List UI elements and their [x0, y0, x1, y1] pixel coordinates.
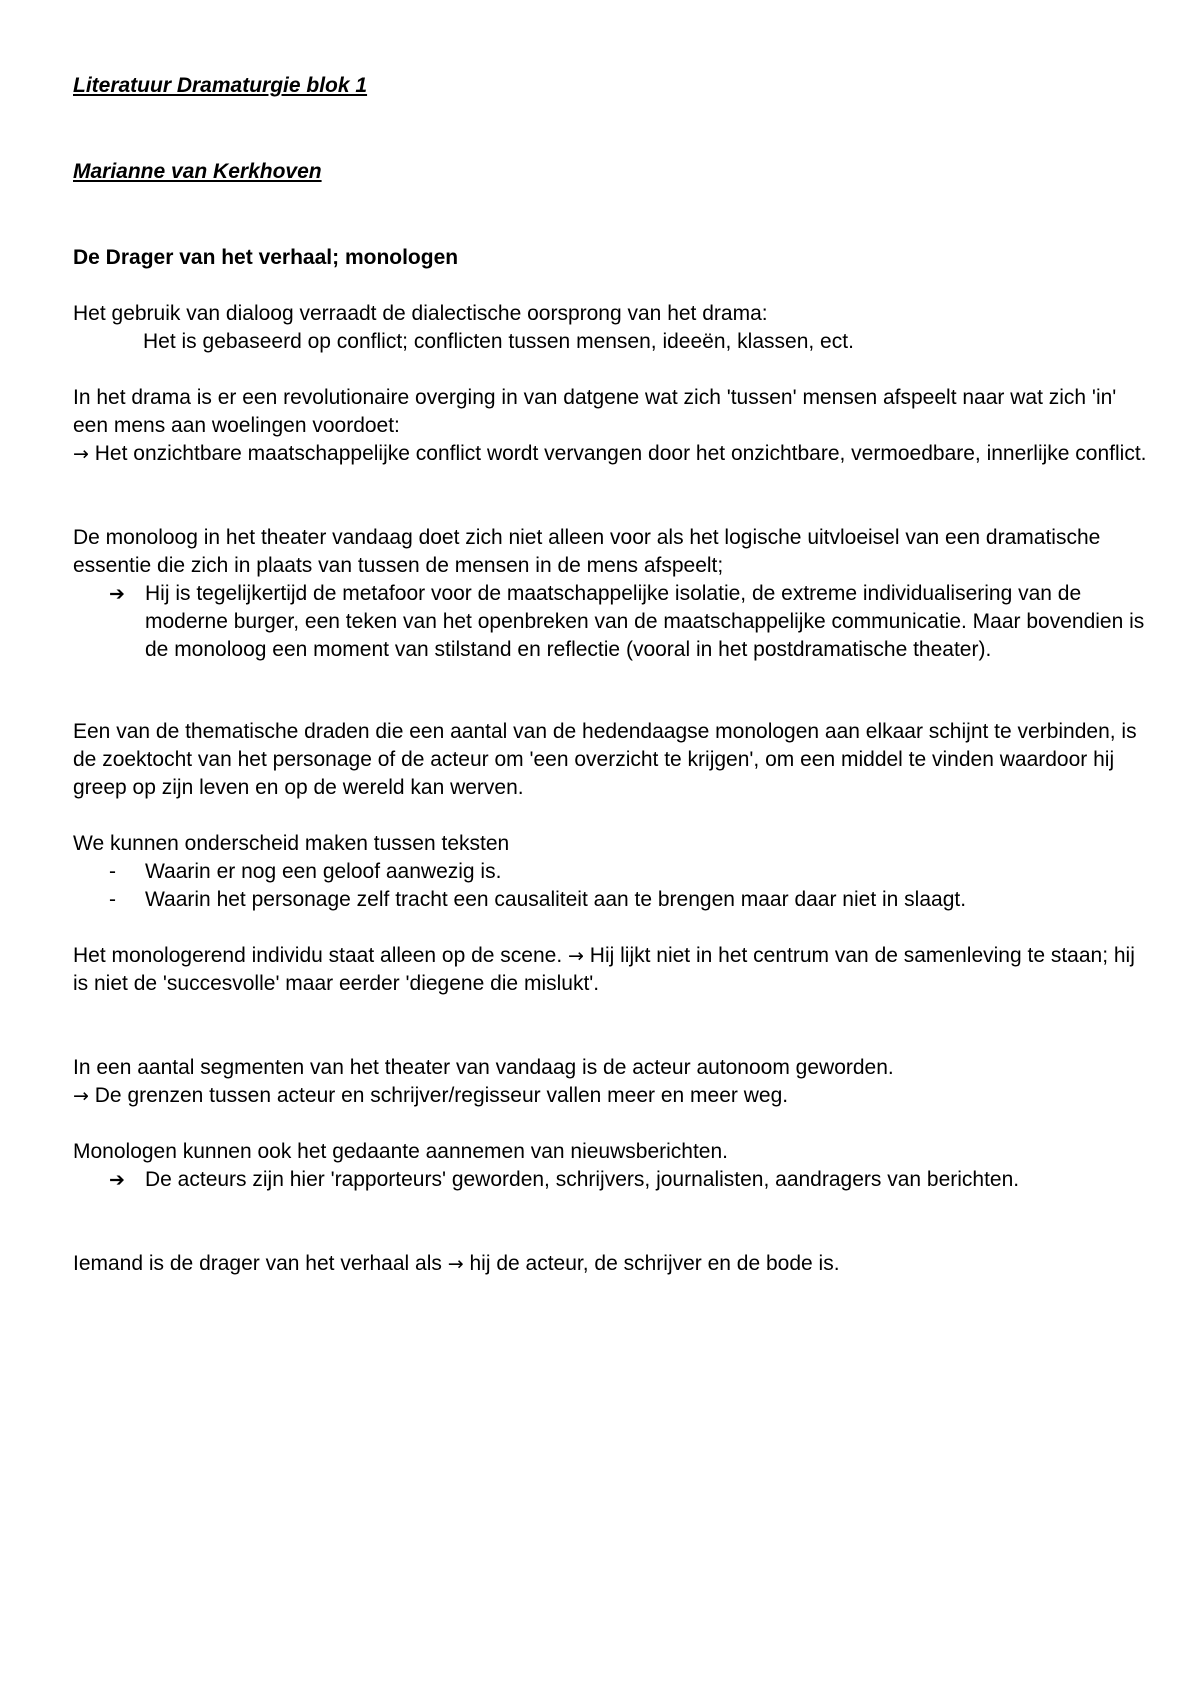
arrow-line	[73, 440, 1153, 468]
paragraph-text: Het gebruik van dialoog verraadt de dialectische oorsprong van het drama:	[73, 302, 768, 325]
arrow-text: Het onzichtbare maatschappelijke conflict wordt vervangen door het onzichtbare, vermoedbare, innerlijke conflict.	[94, 442, 1147, 465]
paragraph-text: We kunnen onderscheid maken tussen teksten	[73, 832, 510, 855]
paragraph-thema	[73, 718, 1153, 802]
paragraph-drager	[73, 1250, 1153, 1278]
dash-marker: -	[109, 888, 116, 911]
paragraph-text: In een aantal segmenten van het theater van vandaag is de acteur autonoom geworden.	[73, 1056, 894, 1079]
dash-marker: -	[109, 860, 116, 883]
arrow-icon: →	[73, 443, 89, 465]
paragraph-nieuwsberichten	[73, 1138, 1153, 1194]
paragraph-text	[73, 942, 1153, 998]
paragraph-text: Een van de thematische draden die een aantal van de hedendaagse monologen aan elkaar schijnt te verbinden, is de zoektocht van het personage of de acteur om 'een overzicht te krijgen', om een middel te vinden waardoor hij greep op zijn leven en op de wereld kan werven.	[73, 720, 1137, 799]
document-title: Literatuur Dramaturgie blok 1	[73, 74, 368, 97]
indented-text: Het is gebaseerd op conflict; conflicten tussen mensen, ideeën, klassen, ect.	[143, 330, 854, 353]
section-heading: De Drager van het verhaal; monologen	[73, 246, 459, 269]
arrow-bullet-icon: ➔	[109, 583, 125, 605]
paragraph-dialogue	[73, 300, 1153, 356]
arrow-text: De grenzen tussen acteur en schrijver/regisseur vallen meer en meer weg.	[94, 1084, 789, 1107]
paragraph-monoloog	[73, 524, 1153, 664]
arrow-line	[73, 1082, 1153, 1110]
list-item-text: Waarin er nog een geloof aanwezig is.	[145, 860, 502, 883]
paragraph-onderscheid	[73, 830, 1153, 914]
paragraph-text: Monologen kunnen ook het gedaante aannemen van nieuwsberichten.	[73, 1140, 728, 1163]
arrow-icon: →	[568, 945, 584, 967]
arrow-icon: →	[73, 1085, 89, 1107]
paragraph-text: In het drama is er een revolutionaire overging in van datgene wat zich 'tussen' mensen afspeelt naar wat zich 'in' een mens aan woelingen voordoet:	[73, 386, 1117, 437]
text-after-arrow: hij de acteur, de schrijver en de bode is.	[469, 1252, 840, 1275]
arrow-bullet-item	[73, 1166, 1153, 1194]
text-before-arrow: Iemand is de drager van het verhaal als	[73, 1252, 442, 1275]
paragraph-text	[73, 1250, 1153, 1278]
arrow-bullet-icon: ➔	[109, 1169, 125, 1191]
text-after-arrow: Hij lijkt niet in het centrum van de samenleving te staan; hij is niet de 'succesvolle' maar eerder 'diegene die mislukt'.	[73, 944, 1135, 995]
paragraph-revolution	[73, 384, 1153, 468]
paragraph-autonoom	[73, 1054, 1153, 1110]
list-item	[73, 886, 1153, 914]
author-name: Marianne van Kerkhoven	[73, 160, 322, 183]
paragraph-individu	[73, 942, 1153, 998]
text-before-arrow: Het monologerend individu staat alleen op de scene.	[73, 944, 563, 967]
bullet-text: Hij is tegelijkertijd de metafoor voor de maatschappelijke isolatie, de extreme individualisering van de moderne burger, een teken van het openbreken van de maatschappelijke communicatie. Maar bovendien is de monoloog een moment van stilstand en reflectie (vooral in het postdramatische theater).	[145, 582, 1145, 661]
list-item-text: Waarin het personage zelf tracht een causaliteit aan te brengen maar daar niet in slaagt.	[145, 888, 967, 911]
bullet-text: De acteurs zijn hier 'rapporteurs' geworden, schrijvers, journalisten, aandragers van berichten.	[145, 1168, 1020, 1191]
arrow-icon: →	[447, 1253, 464, 1275]
arrow-bullet-item	[73, 580, 1153, 664]
paragraph-text: De monoloog in het theater vandaag doet zich niet alleen voor als het logische uitvloeisel van een dramatische essentie die zich in plaats van tussen de mensen in de mens afspeelt;	[73, 526, 1101, 577]
list-item	[73, 858, 1153, 886]
